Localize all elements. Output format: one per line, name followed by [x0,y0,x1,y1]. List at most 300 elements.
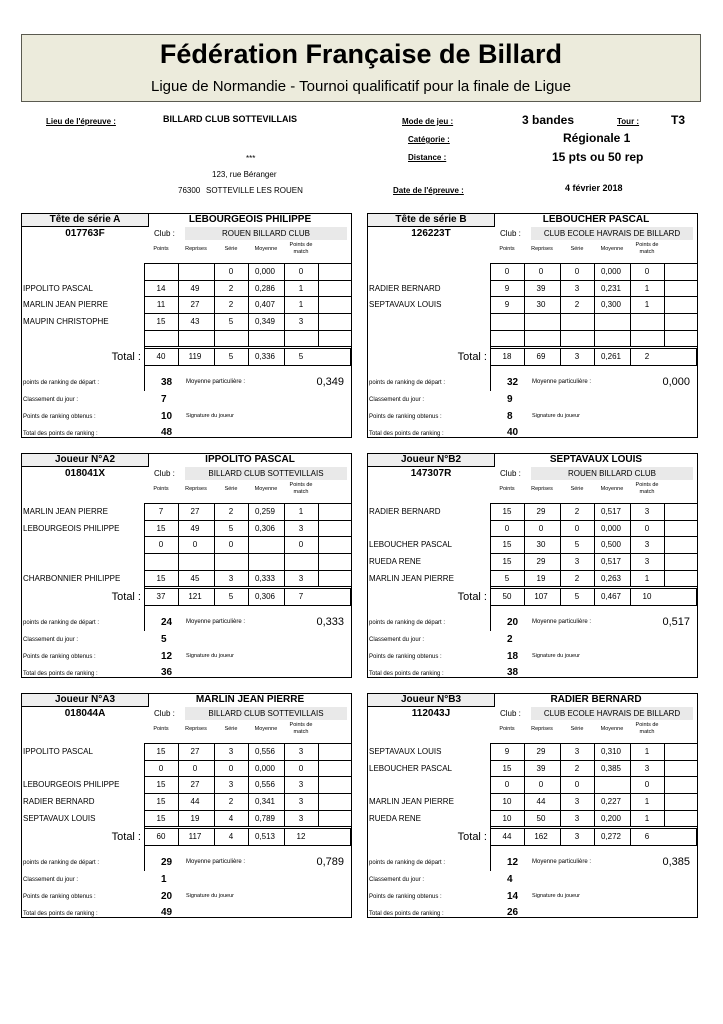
player-card [21,693,352,918]
total-cell-rep: 119 [188,352,202,361]
result-cell-moy: 0,349 [254,317,276,326]
result-cell-pm: 3 [644,557,650,566]
opponent-name: LEBOURGEOIS PHILIPPE [23,780,120,789]
date-label: Date de l'épreuve : [393,186,464,195]
classement-label: Classement du jour : [23,877,79,883]
player-card [21,453,352,678]
result-cell-pts: 5 [504,574,510,583]
moyenne-particuliere-value: 0,385 [662,856,690,868]
result-cell-pm: 1 [644,284,650,293]
total-cell-ser: 5 [574,592,580,601]
column-header-points_match: Points de match [289,482,313,495]
total-cell-ser: 3 [574,352,580,361]
ranking-depart-value: 12 [507,857,519,868]
address-stars: *** [246,154,256,163]
date-value: 4 février 2018 [565,183,623,193]
result-cell-pts: 15 [156,780,166,789]
result-cell-ser: 0 [574,780,580,789]
total-ranking-label: Total des points de ranking : [369,671,444,677]
club-label: Club : [154,229,175,238]
opponent-name: MARLIN JEAN PIERRE [369,574,454,583]
club-label: Club : [500,469,521,478]
total-cell-moy: 0,261 [600,352,622,361]
opponent-name: LEBOUCHER PASCAL [369,540,452,549]
lieu-value: BILLARD CLUB SOTTEVILLAIS [163,114,297,124]
total-cell-pm: 5 [298,352,304,361]
classement-label: Classement du jour : [369,877,425,883]
license-number: 112043J [411,708,451,719]
opponent-name: RADIER BERNARD [23,797,95,806]
license-number: 018041X [64,468,106,479]
total-cell-rep: 121 [188,592,202,601]
column-header-points: Points [499,486,515,492]
result-cell-rep: 45 [190,574,200,583]
opponent-name: SEPTAVAUX LOUIS [23,814,96,823]
grid-row-line [490,346,697,347]
column-header-reprises: Reprises [185,246,207,252]
seed-label: Tête de série B [367,213,495,227]
result-cell-ser: 3 [228,780,234,789]
result-cell-moy: 0,341 [254,797,276,806]
column-header-reprises: Reprises [185,726,207,732]
result-cell-ser: 2 [574,764,580,773]
result-cell-rep: 49 [190,284,200,293]
result-cell-ser: 0 [574,524,580,533]
ranking-obtenu-label: Points de ranking obtenus : [23,894,96,900]
player-card [367,693,698,918]
grid-row-line [490,586,697,587]
result-cell-pts: 0 [504,267,510,276]
total-cell-ser: 5 [228,592,234,601]
total-ranking-label: Total des points de ranking : [369,911,444,917]
column-header-serie: Série [224,246,238,252]
opponent-name: MARLIN JEAN PIERRE [23,300,108,309]
result-cell-pts: 15 [502,764,512,773]
result-cell-rep: 30 [536,300,546,309]
classement-value: 4 [507,874,513,885]
opponent-name: IPPOLITO PASCAL [23,747,93,756]
column-header-points_match: Points de match [635,242,659,255]
result-cell-pm: 1 [644,797,650,806]
ranking-obtenu-label: Points de ranking obtenus : [369,654,442,660]
grid-column-line [664,503,665,586]
result-cell-rep: 39 [536,764,546,773]
result-cell-pm: 0 [644,524,650,533]
result-cell-moy: 0,789 [254,814,276,823]
total-ranking-label: Total des points de ranking : [23,911,98,917]
total-ranking-value: 38 [507,667,519,678]
column-header-points_match: Points de match [635,482,659,495]
result-cell-moy: 0,259 [254,507,276,516]
result-cell-pts: 7 [158,507,164,516]
grid-row-line [144,586,351,587]
ranking-depart-value: 24 [161,617,173,628]
column-header-reprises: Reprises [531,726,553,732]
column-header-moyenne: Moyenne [254,246,278,252]
opponent-name: SEPTAVAUX LOUIS [369,300,442,309]
total-cell-pm: 10 [642,592,652,601]
player-name: MARLIN JEAN PIERRE [149,693,352,707]
column-header-moyenne: Moyenne [600,246,624,252]
license-number: 018044A [64,708,106,719]
result-cell-moy: 0,517 [600,507,622,516]
result-cell-pts: 15 [156,574,166,583]
result-cell-rep: 27 [190,300,200,309]
tour-value: T3 [671,113,686,127]
classement-label: Classement du jour : [23,397,79,403]
result-cell-moy: 0,333 [254,574,276,583]
total-cell-moy: 0,513 [254,832,276,841]
result-cell-pts: 10 [502,814,512,823]
ranking-obtenu-value: 18 [507,651,519,662]
result-cell-moy: 0,000 [254,764,276,773]
total-cell-ser: 4 [228,832,234,841]
opponent-name: SEPTAVAUX LOUIS [369,747,442,756]
ranking-depart-label: points de ranking de départ : [369,860,446,866]
result-cell-rep: 0 [538,524,544,533]
address-postcode: 76300 [178,186,201,195]
total-cell-pm: 6 [644,832,650,841]
result-cell-pm: 3 [298,747,304,756]
result-cell-ser: 3 [574,814,580,823]
player-name: RADIER BERNARD [495,693,698,707]
result-cell-moy: 0,263 [600,574,622,583]
result-cell-rep: 27 [190,507,200,516]
ranking-obtenu-label: Points de ranking obtenus : [369,894,442,900]
player-name: IPPOLITO PASCAL [149,453,352,467]
column-header-points: Points [153,246,169,252]
result-cell-pm: 3 [644,507,650,516]
club-name: BILLARD CLUB SOTTEVILLAIS [185,467,347,480]
result-cell-pm: 0 [298,540,304,549]
result-cell-pts: 15 [156,317,166,326]
ranking-depart-value: 38 [161,377,173,388]
result-cell-rep: 27 [190,747,200,756]
page-title: Fédération Française de Billard [159,39,563,69]
result-cell-ser: 0 [228,267,234,276]
player-name: LEBOUCHER PASCAL [495,213,698,227]
result-cell-ser: 4 [228,814,234,823]
result-cell-pm: 1 [644,814,650,823]
club-name: ROUEN BILLARD CLUB [185,227,347,240]
grid-row-line [144,826,351,827]
result-cell-moy: 0,000 [600,524,622,533]
club-name: BILLARD CLUB SOTTEVILLAIS [185,707,347,720]
result-cell-pm: 1 [644,300,650,309]
result-cell-rep: 0 [538,267,544,276]
club-name: ROUEN BILLARD CLUB [531,467,693,480]
total-label: Total : [457,831,487,843]
total-cell-pts: 40 [156,352,166,361]
classement-label: Classement du jour : [369,397,425,403]
result-cell-ser: 5 [228,317,234,326]
column-header-reprises: Reprises [531,486,553,492]
moyenne-particuliere-value: 0,789 [316,856,344,868]
result-cell-ser: 2 [574,574,580,583]
total-cell-pts: 60 [156,832,166,841]
classement-value: 9 [507,394,513,405]
result-cell-pm: 3 [644,540,650,549]
club-name: CLUB ECOLE HAVRAIS DE BILLARD [531,707,693,720]
total-cell-ser: 3 [574,832,580,841]
result-cell-ser: 2 [574,300,580,309]
result-cell-moy: 0,200 [600,814,622,823]
result-cell-rep: 19 [536,574,546,583]
total-cell-pm: 12 [296,832,306,841]
ranking-obtenu-value: 8 [507,411,513,422]
total-cell-ser: 5 [228,352,234,361]
license-number: 147307R [410,468,452,479]
opponent-name: LEBOUCHER PASCAL [369,764,452,773]
ranking-obtenu-label: Points de ranking obtenus : [23,654,96,660]
total-ranking-value: 40 [507,427,519,438]
result-cell-rep: 27 [190,780,200,789]
mode-value: 3 bandes [522,113,575,127]
result-cell-moy: 0,556 [254,747,276,756]
result-cell-rep: 44 [190,797,200,806]
address-city: SOTTEVILLE LES ROUEN [206,186,303,195]
result-cell-pts: 0 [504,780,510,789]
result-cell-rep: 29 [536,507,546,516]
total-cell-moy: 0,272 [600,832,622,841]
total-cell-moy: 0,467 [600,592,622,601]
total-ranking-label: Total des points de ranking : [23,431,98,437]
total-cell-rep: 107 [534,592,548,601]
moyenne-particuliere-value: 0,349 [316,376,344,388]
opponent-name: MAUPIN CHRISTOPHE [23,317,109,326]
opponent-name: RUEDA RENE [369,814,422,823]
result-cell-moy: 0,227 [600,797,622,806]
result-cell-moy: 0,000 [254,267,276,276]
classement-label: Classement du jour : [23,637,79,643]
result-cell-ser: 2 [574,507,580,516]
result-cell-pts: 15 [156,524,166,533]
column-header-points_match: Points de match [289,242,313,255]
total-cell-pts: 50 [502,592,512,601]
total-ranking-value: 26 [507,907,519,918]
result-cell-ser: 3 [228,574,234,583]
moyenne-particuliere-label: Moyenne particulière : [186,859,246,865]
result-cell-pts: 9 [504,284,510,293]
total-ranking-label: Total des points de ranking : [23,671,98,677]
result-cell-moy: 0,556 [254,780,276,789]
opponent-name: LEBOURGEOIS PHILIPPE [23,524,120,533]
result-cell-pts: 14 [156,284,166,293]
result-cell-ser: 2 [228,284,234,293]
result-cell-moy: 0,407 [254,300,276,309]
opponent-name: CHARBONNIER PHILIPPE [23,574,121,583]
grid-column-line [664,743,665,826]
signature-label: Signature du joueur [186,413,235,419]
distance-label: Distance : [408,153,447,162]
license-number: 017763F [65,228,105,239]
moyenne-particuliere-label: Moyenne particulière : [532,859,592,865]
result-cell-ser: 0 [228,764,234,773]
result-cell-rep: 30 [536,540,546,549]
ranking-obtenu-value: 12 [161,651,173,662]
result-cell-pm: 0 [644,780,650,789]
club-label: Club : [154,709,175,718]
seed-label: Joueur N°B2 [367,453,495,467]
result-cell-pts: 15 [502,557,512,566]
lieu-label: Lieu de l'épreuve : [46,117,116,126]
total-ranking-value: 36 [161,667,173,678]
result-cell-ser: 2 [228,300,234,309]
result-cell-moy: 0,385 [600,764,622,773]
title-banner [21,34,701,102]
result-cell-ser: 3 [574,284,580,293]
total-cell-moy: 0,306 [254,592,276,601]
result-cell-pm: 3 [298,524,304,533]
signature-label: Signature du joueur [532,653,581,659]
result-cell-moy: 0,310 [600,747,622,756]
result-cell-rep: 0 [538,780,544,789]
total-cell-pts: 18 [502,352,512,361]
result-cell-rep: 44 [536,797,546,806]
column-header-moyenne: Moyenne [600,486,624,492]
result-cell-ser: 2 [228,797,234,806]
result-cell-moy: 0,286 [254,284,276,293]
total-label: Total : [457,591,487,603]
moyenne-particuliere-label: Moyenne particulière : [186,619,246,625]
result-cell-pts: 15 [502,507,512,516]
total-ranking-value: 49 [161,907,173,918]
result-cell-ser: 0 [574,267,580,276]
total-cell-pm: 2 [644,352,650,361]
opponent-name: MARLIN JEAN PIERRE [23,507,108,516]
result-cell-rep: 39 [536,284,546,293]
result-cell-rep: 43 [190,317,200,326]
grid-column-line [318,263,319,346]
player-card [21,213,352,438]
result-cell-rep: 0 [192,764,198,773]
player-name: SEPTAVAUX LOUIS [495,453,698,467]
opponent-name: RADIER BERNARD [369,284,441,293]
ranking-obtenu-label: Points de ranking obtenus : [369,414,442,420]
result-cell-pts: 9 [504,300,510,309]
ranking-depart-value: 29 [161,857,173,868]
total-cell-moy: 0,336 [254,352,276,361]
result-cell-rep: 49 [190,524,200,533]
address-street: 123, rue Béranger [212,170,277,179]
result-cell-ser: 3 [574,747,580,756]
column-header-points_match: Points de match [635,722,659,735]
signature-label: Signature du joueur [532,893,581,899]
result-cell-moy: 0,231 [600,284,622,293]
seed-label: Tête de série A [21,213,149,227]
result-cell-pm: 1 [644,747,650,756]
moyenne-particuliere-label: Moyenne particulière : [532,619,592,625]
grid-row-line [490,826,697,827]
column-header-points: Points [153,486,169,492]
result-cell-pts: 0 [158,540,164,549]
classement-value: 7 [161,394,167,405]
result-cell-ser: 5 [228,524,234,533]
player-card [367,453,698,678]
column-header-reprises: Reprises [185,486,207,492]
signature-label: Signature du joueur [186,893,235,899]
moyenne-particuliere-value: 0,000 [662,376,690,388]
grid-row-line [144,346,351,347]
ranking-obtenu-value: 20 [161,891,173,902]
total-cell-rep: 162 [534,832,548,841]
result-cell-rep: 29 [536,557,546,566]
grid-column-line [318,743,319,826]
result-cell-pts: 10 [502,797,512,806]
ranking-depart-value: 32 [507,377,519,388]
column-header-serie: Série [570,726,584,732]
seed-label: Joueur N°A3 [21,693,149,707]
opponent-name: MARLIN JEAN PIERRE [369,797,454,806]
result-cell-pm: 3 [298,814,304,823]
license-number: 126223T [411,228,451,239]
ranking-obtenu-label: Points de ranking obtenus : [23,414,96,420]
result-cell-pm: 0 [298,764,304,773]
result-cell-pm: 0 [644,267,650,276]
result-cell-pts: 9 [504,747,510,756]
classement-value: 5 [161,634,167,645]
result-cell-pm: 1 [298,284,304,293]
total-label: Total : [111,351,141,363]
result-cell-ser: 3 [574,557,580,566]
categorie-value: Régionale 1 [563,131,631,145]
column-header-points: Points [499,246,515,252]
player-card [367,213,698,438]
result-cell-ser: 2 [228,507,234,516]
column-header-points_match: Points de match [289,722,313,735]
result-cell-rep: 29 [536,747,546,756]
classement-value: 1 [161,874,167,885]
total-label: Total : [111,831,141,843]
categorie-label: Catégorie : [408,135,450,144]
result-cell-pts: 11 [156,300,166,309]
mode-label: Mode de jeu : [402,117,454,126]
column-header-moyenne: Moyenne [254,726,278,732]
ranking-depart-label: points de ranking de départ : [23,860,100,866]
result-cell-pts: 15 [156,814,166,823]
column-header-serie: Série [570,246,584,252]
ranking-obtenu-value: 14 [507,891,519,902]
column-header-moyenne: Moyenne [600,726,624,732]
ranking-depart-label: points de ranking de départ : [369,620,446,626]
tour-label: Tour : [617,117,640,126]
result-cell-pts: 15 [156,797,166,806]
result-cell-ser: 3 [228,747,234,756]
result-cell-moy: 0,500 [600,540,622,549]
result-cell-pm: 3 [298,797,304,806]
result-cell-moy: 0,000 [600,267,622,276]
total-cell-pts: 44 [502,832,512,841]
grid-column-line [318,503,319,586]
total-cell-rep: 117 [188,832,202,841]
moyenne-particuliere-value: 0,333 [316,616,344,628]
result-cell-pts: 15 [502,540,512,549]
result-cell-pm: 3 [298,780,304,789]
column-header-points: Points [153,726,169,732]
result-cell-rep: 50 [536,814,546,823]
total-cell-pm: 7 [298,592,304,601]
grid-column-line [664,263,665,346]
result-cell-pm: 3 [298,317,304,326]
column-header-reprises: Reprises [531,246,553,252]
result-cell-pm: 1 [644,574,650,583]
signature-label: Signature du joueur [186,653,235,659]
result-cell-pm: 0 [298,267,304,276]
result-cell-pts: 0 [504,524,510,533]
total-cell-rep: 69 [536,352,546,361]
opponent-name: IPPOLITO PASCAL [23,284,93,293]
result-cell-pts: 0 [158,764,164,773]
